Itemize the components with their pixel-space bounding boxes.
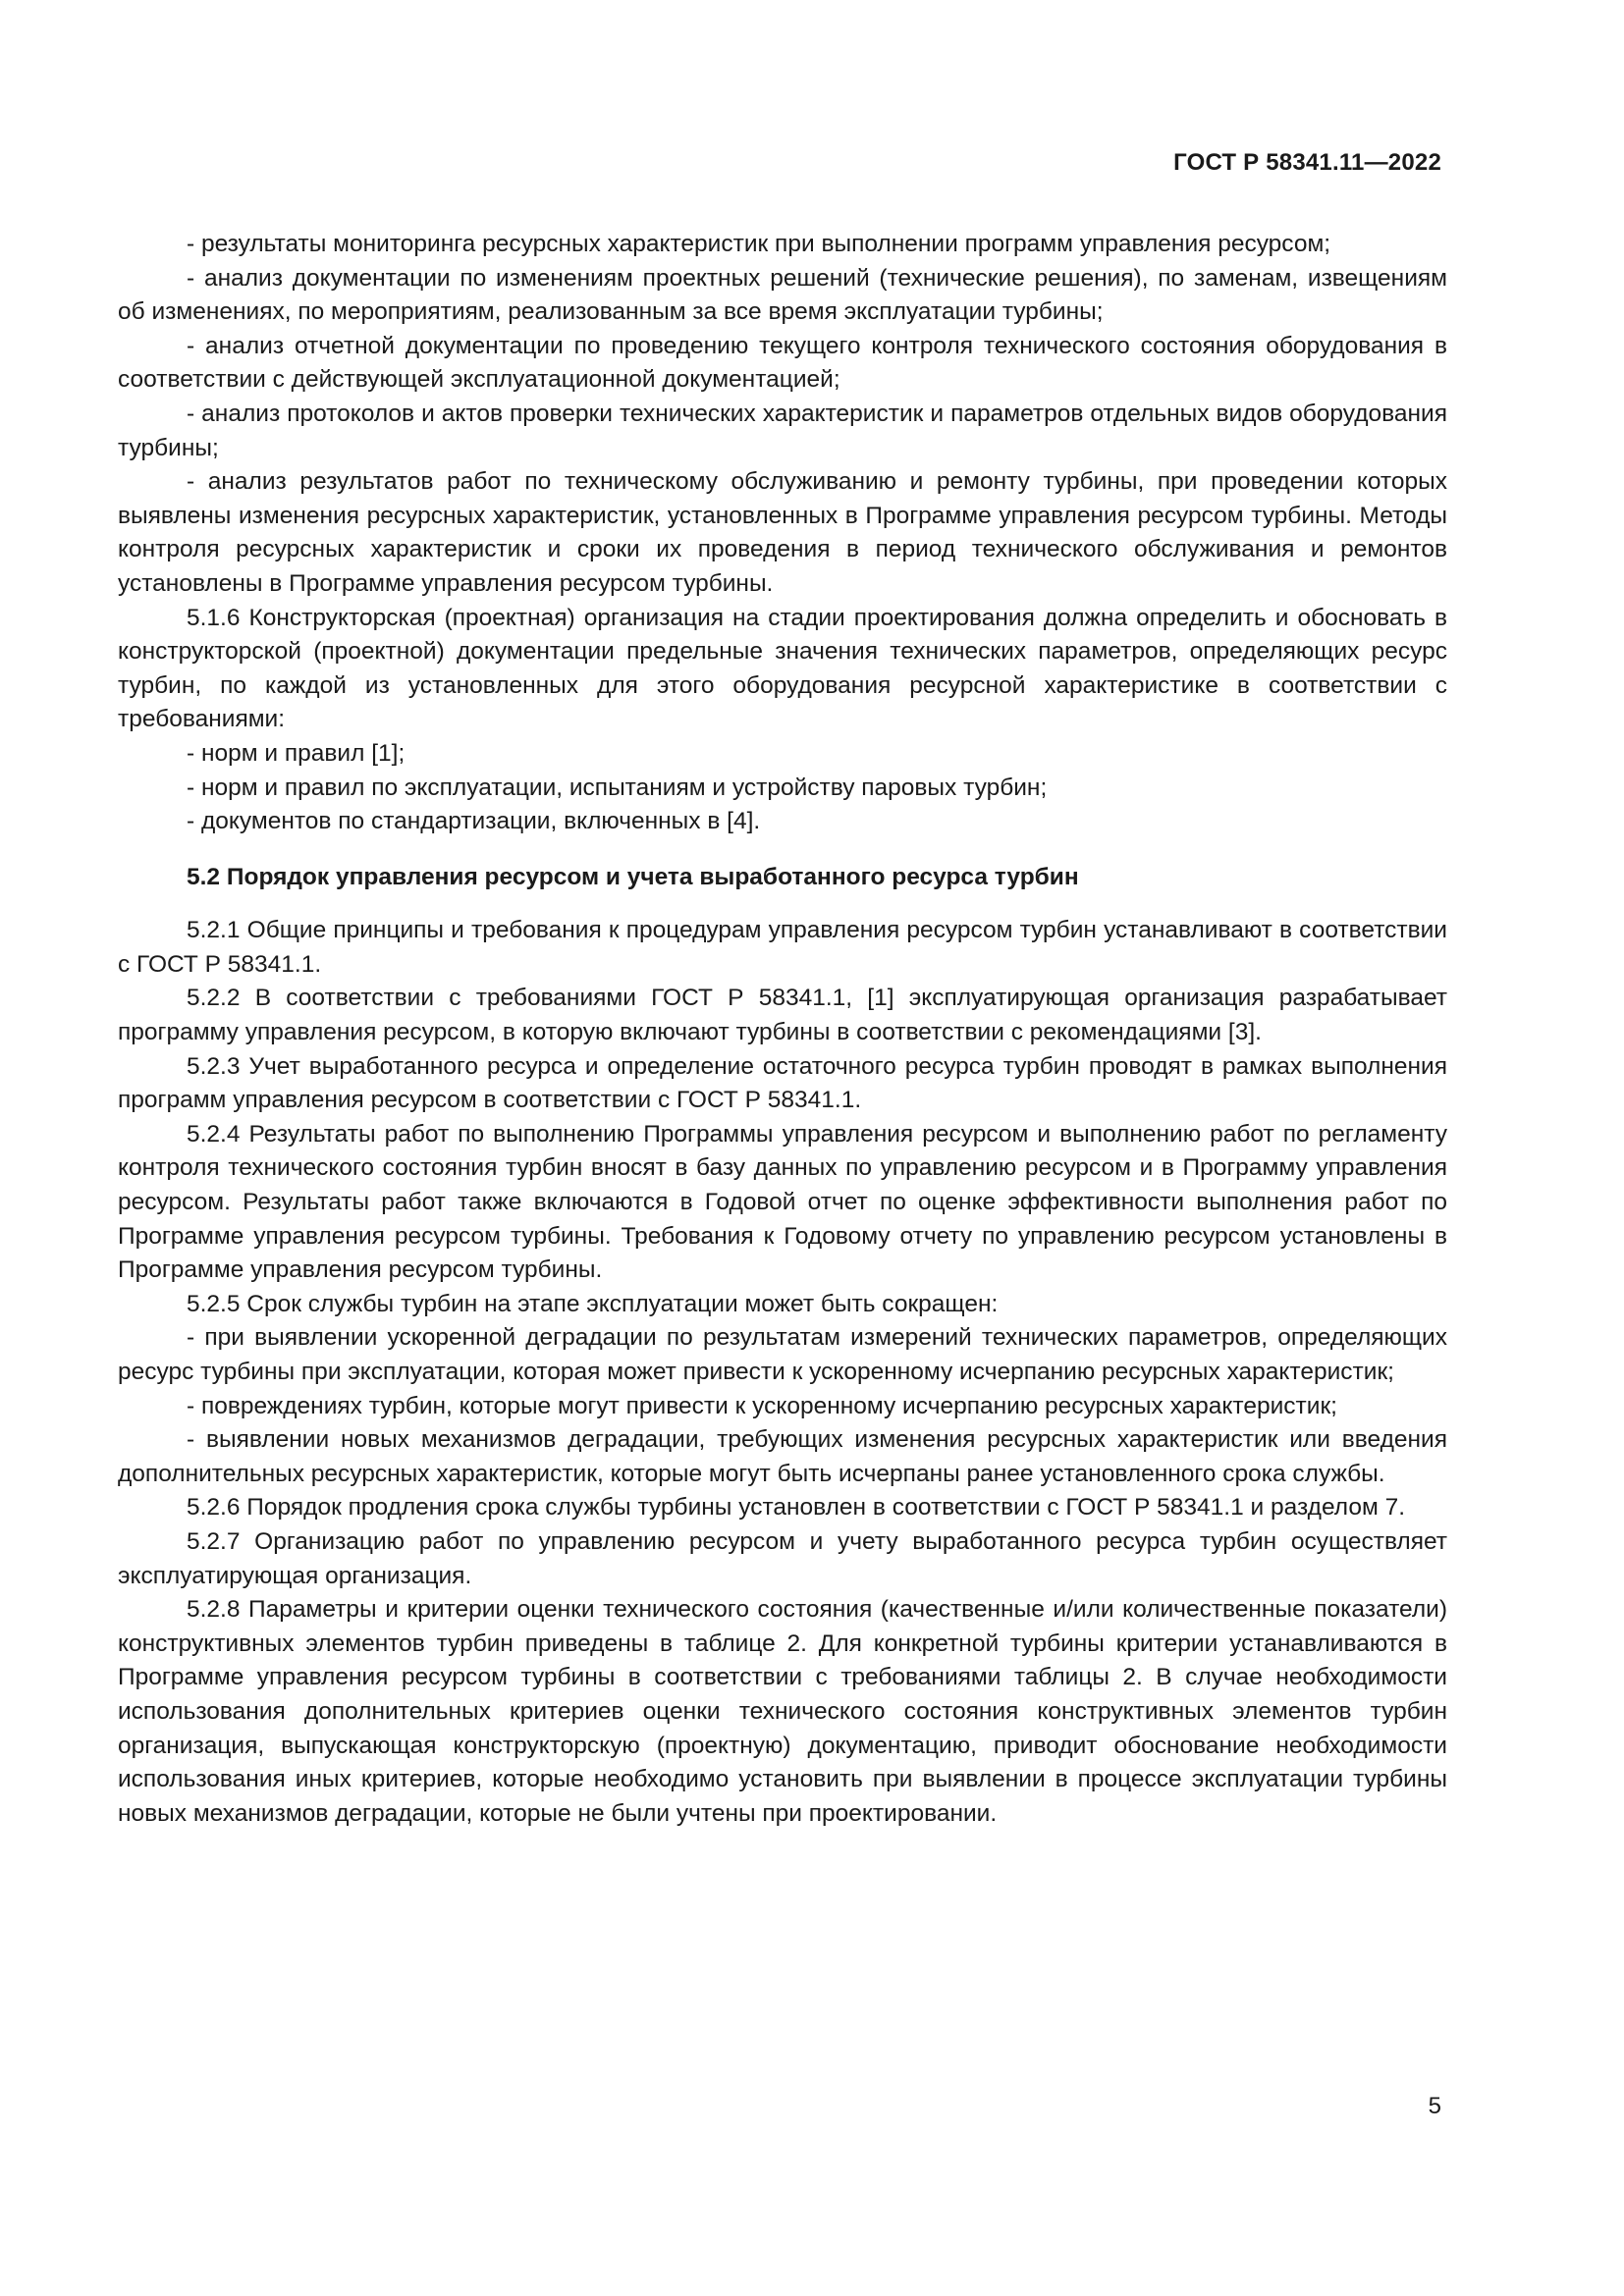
list-item: - норм и правил [1]; xyxy=(187,739,406,767)
paragraph: 5.2.6 Порядок продления срока службы турбины установлен в соответствии с ГОСТ Р 58341.1 и разделом 7. xyxy=(187,1494,1406,1522)
paragraph: 5.2.4 Результаты работ по выполнению Программы управления ресурсом и выполнению работ по регламенту контроля технического состояния турбин вносят в базу данных по управлению ресурсом и в Программу управления ресурсом. Результаты работ также включаются в Годовой отчет по оценке эффективности выполнения работ по Программе управления ресурсом турбины. Требования к Годовому отчету по управлению ресурсом установлены в Программе управления ресурсом турбины. xyxy=(118,1120,1447,1284)
paragraph: 5.2.1 Общие принципы и требования к процедурам управления ресурсом турбин устанавливают в соответствии с ГОСТ Р 58341.1. xyxy=(118,917,1447,978)
list-item: - выявлении новых механизмов деградации, требующих изменения ресурсных характеристик или введения дополнительных ресурсных характеристик, которые могут быть исчерпаны ранее установленного срока службы. xyxy=(118,1426,1447,1487)
paragraph: - результаты мониторинга ресурсных характеристик при выполнении программ управления ресурсом; xyxy=(187,231,1331,257)
paragraph: - анализ отчетной документации по проведению текущего контроля технического состояния оборудования в соответствии с действующей эксплуатационной документацией; xyxy=(118,332,1447,394)
list-item: - норм и правил по эксплуатации, испытаниям и устройству паровых турбин; xyxy=(187,774,1048,801)
paragraph: 5.2.7 Организацию работ по управлению ресурсом и учету выработанного ресурса турбин осуществляет эксплуатирующая организация. xyxy=(118,1527,1447,1589)
list-item: - при выявлении ускоренной деградации по результатам измерений технических параметров, определяющих ресурс турбины при эксплуатации, которая может привести к ускоренному исчерпанию ресурсных характеристик; xyxy=(118,1324,1447,1385)
paragraph: 5.2.3 Учет выработанного ресурса и определение остаточного ресурса турбин проводят в рамках выполнения программ управления ресурсом в соответствии с ГОСТ Р 58341.1. xyxy=(118,1052,1447,1114)
list-item: - повреждениях турбин, которые могут привести к ускоренному исчерпанию ресурсных характеристик; xyxy=(187,1392,1337,1419)
paragraph: - анализ протоколов и актов проверки технических характеристик и параметров отдельных видов оборудования турбины; xyxy=(118,400,1447,461)
document-body xyxy=(118,228,1447,1831)
page-number: 5 xyxy=(1428,2093,1441,2119)
section-heading: 5.2 Порядок управления ресурсом и учета выработанного ресурса турбин xyxy=(187,863,1079,890)
paragraph: 5.2.5 Срок службы турбин на этапе эксплуатации может быть сокращен: xyxy=(187,1290,999,1317)
paragraph: 5.2.8 Параметры и критерии оценки технического состояния (качественные и/или количественные показатели) конструктивных элементов турбин приведены в таблице 2. Для конкретной турбины критерии устанавливаются в Программе управления ресурсом турбины в соответствии с требованиями таблицы 2. В случае необходимости использования дополнительных критериев оценки технического состояния конструктивных элементов турбин организация, выпускающая конструкторскую (проектную) документацию, приводит обоснование необходимости использования иных критериев, которые необходимо установить при выявлении в процессе эксплуатации турбины новых механизмов деградации, которые не были учтены при проектировании. xyxy=(118,1596,1447,1827)
paragraph: 5.2.2 В соответствии с требованиями ГОСТ Р 58341.1, [1] эксплуатирующая организация разрабатывает программу управления ресурсом, в которую включают турбины в соответствии с рекомендациями [3]. xyxy=(118,985,1447,1046)
paragraph: 5.1.6 Конструкторская (проектная) организация на стадии проектирования должна определить и обосновать в конструкторской (проектной) документации предельные значения технических параметров, определяющих ресурс турбин, по каждой из установленных для этого оборудования ресурсной характеристике в соответствии с требованиями: xyxy=(118,604,1447,733)
standard-code-header: ГОСТ Р 58341.11—2022 xyxy=(1173,149,1441,176)
list-item: - документов по стандартизации, включенных в [4]. xyxy=(187,808,761,835)
paragraph: - анализ результатов работ по техническому обслуживанию и ремонту турбины, при проведении которых выявлены изменения ресурсных характеристик, установленных в Программе управления ресурсом турбины. Методы контроля ресурсных характеристик и сроки их проведения в период технического обслуживания и ремонтов установлены в Программе управления ресурсом турбины. xyxy=(118,468,1447,597)
paragraph: - анализ документации по изменениям проектных решений (технические решения), по заменам, извещениям об изменениях, по мероприятиям, реализованным за все время эксплуатации турбины; xyxy=(118,264,1447,326)
